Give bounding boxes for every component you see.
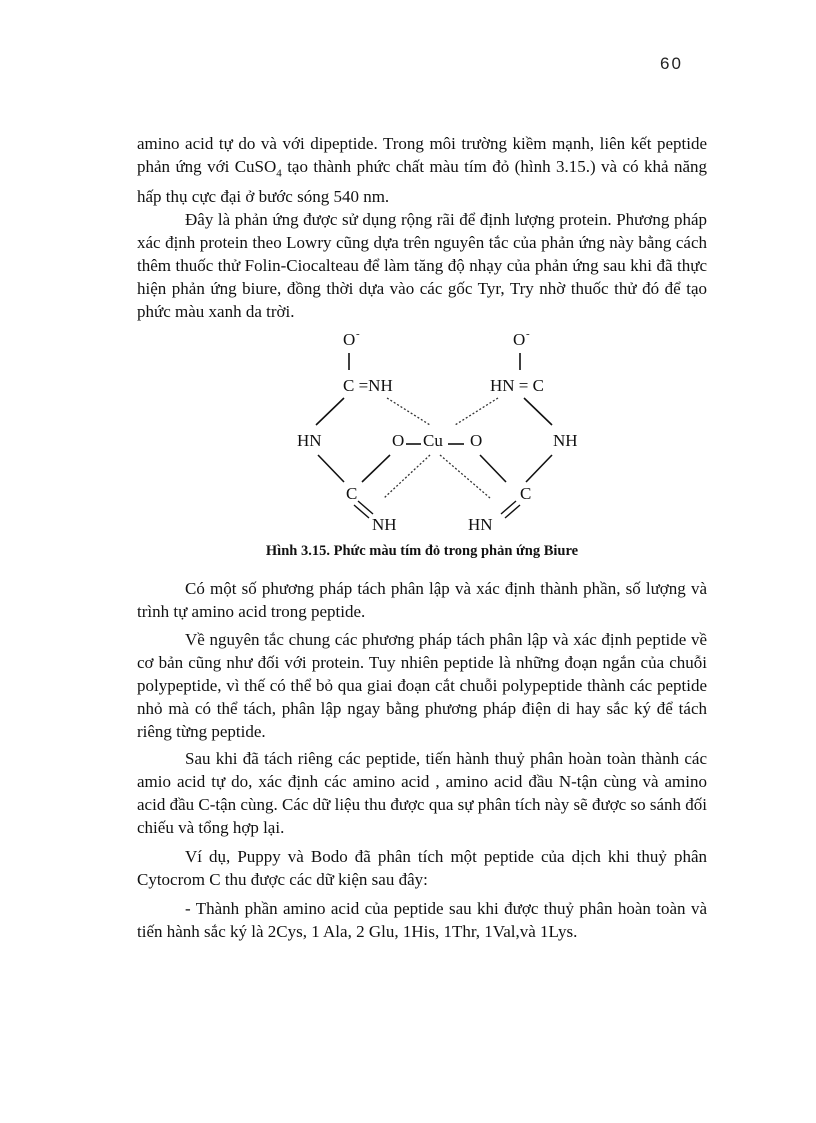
label-o-middle-right: O — [470, 431, 483, 450]
double-bond-left-2 — [354, 505, 369, 518]
label-c-lower-left: C — [346, 484, 358, 503]
paragraph-7: - Thành phần amino acid của peptide sau khi được thuỷ phân hoàn toàn và tiến hành sắc ký là 2Cys, 1 Ala, 2 Glu, 1His, 1Thr, 1Val,và 1Lys. — [137, 899, 707, 941]
paragraph-1 — [137, 132, 707, 208]
biuret-complex-figure — [280, 326, 600, 538]
figure-caption: Hình 3.15. Phức màu tím đỏ trong phản ứng Biure — [265, 543, 579, 559]
bond-o-c-lower-left — [362, 455, 390, 482]
bond-hn-c-lower-left — [318, 455, 344, 482]
label-hn-bottom: HN — [468, 515, 493, 534]
paragraph-1-part-b: tạo thành phức chất màu tím đỏ (hình 3.15.) và có khả năng hấp thụ cực đại ở bước sóng 540 nm. — [137, 157, 707, 207]
double-bond-right-1 — [501, 501, 516, 514]
bond-c-nh-right — [524, 398, 552, 425]
subscript-4: 4 — [276, 167, 282, 180]
coord-bond-upper-left — [387, 398, 430, 425]
label-nh-right: NH — [553, 431, 578, 450]
label-cu: Cu — [423, 431, 443, 450]
charge-left: - — [356, 328, 360, 340]
label-nh-bottom: NH — [372, 515, 397, 534]
bond-o-c-lower-right — [480, 455, 506, 482]
paragraph-1-part-a: amino acid tự do và với dipeptide. Trong môi trường kiềm mạnh, liên kết peptide phản ứng với CuSO — [137, 134, 707, 176]
charge-right: - — [526, 328, 530, 340]
label-hn-c-right: HN = C — [490, 376, 544, 395]
label-o-middle-left: O — [392, 431, 405, 450]
coord-bond-upper-right — [455, 398, 498, 425]
coord-bond-lower-left — [384, 455, 430, 498]
label-c-nh-left: C =NH — [343, 376, 393, 395]
bond-nh-c-lower-right — [526, 455, 552, 482]
double-bond-right-2 — [505, 505, 520, 518]
biuret-structure-diagram — [280, 326, 600, 538]
label-hn-left: HN — [297, 431, 322, 450]
coord-bond-lower-right — [440, 455, 490, 498]
paragraph-3: Có một số phương pháp tách phân lập và xác định thành phần, số lượng và trình tự amino acid trong peptide. — [137, 579, 707, 621]
paragraph-5: Sau khi đã tách riêng các peptide, tiến hành thuỷ phân hoàn toàn thành các amio acid tự do, xác định các amino acid , amino acid đầu N-tận cùng và amino acid đầu C-tận cùng. Các dữ liệu thu được qua sự phân tích này sẽ được so sánh đối chiếu và tổng hợp lại. — [137, 749, 707, 837]
double-bond-left-1 — [358, 501, 373, 514]
paragraph-4: Về nguyên tắc chung các phương pháp tách phân lập và xác định peptide về cơ bản cũng như đối với protein. Tuy nhiên peptide là những đoạn ngắn của chuỗi polypeptide, vì thế có thể bỏ qua giai đoạn cắt chuỗi polypeptide thành các peptide nhỏ mà có thể tách, phân lập ngay bằng phương pháp điện di hay sắc ký để tách riêng từng peptide. — [137, 630, 707, 741]
label-c-lower-right: C — [520, 484, 532, 503]
page-number: 60 — [660, 54, 683, 73]
label-o-left: O — [343, 330, 356, 349]
label-o-right: O — [513, 330, 526, 349]
paragraph-6: Ví dụ, Puppy và Bodo đã phân tích một peptide của dịch khi thuỷ phân Cytocrom C thu được các dữ kiện sau đây: — [137, 847, 707, 889]
paragraph-2: Đây là phản ứng được sử dụng rộng rãi để định lượng protein. Phương pháp xác định protein theo Lowry cũng dựa trên nguyên tắc của phản ứng này bằng cách thêm thuốc thử Folin-Ciocalteau để làm tăng độ nhạy của phản ứng sau khi đã thực hiện phản ứng biure, đồng thời dựa vào các gốc Tyr, Try nhờ thuốc thử đó để tạo phức màu xanh da trời. — [137, 210, 707, 321]
bond-c-hn-left — [316, 398, 344, 425]
